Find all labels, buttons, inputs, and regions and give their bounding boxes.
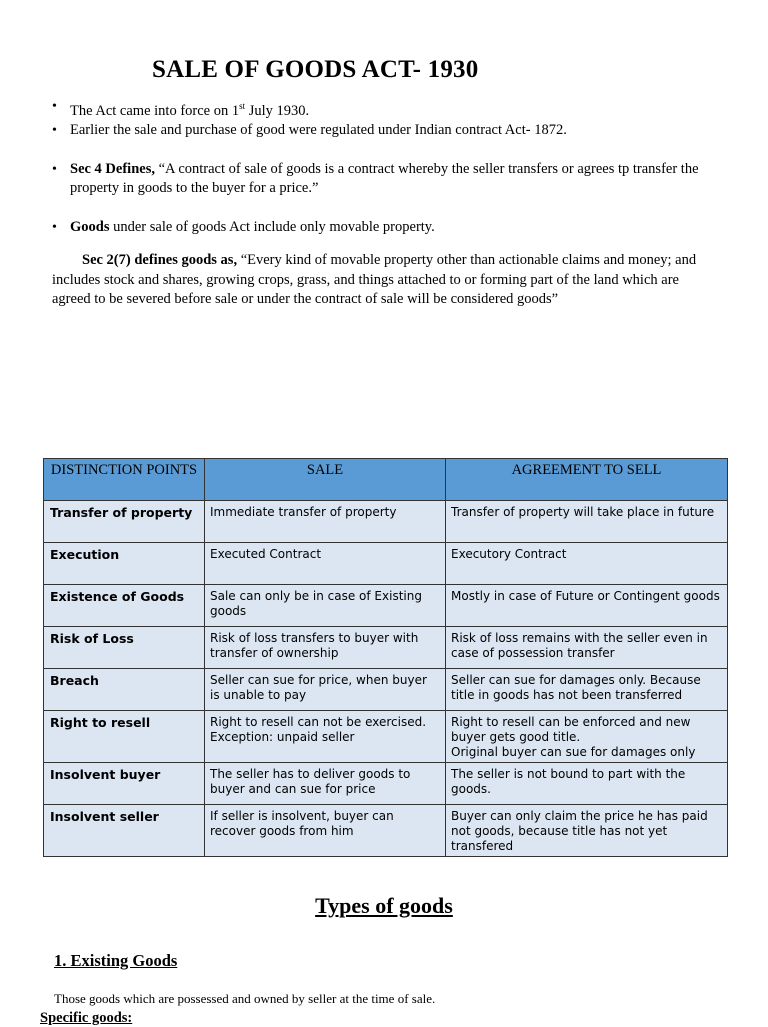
bullet-icon: • [52, 161, 57, 177]
table-row [44, 669, 728, 711]
agreement-cell: Mostly in case of Future or Contingent goods [446, 585, 728, 627]
table-header-cell: AGREEMENT TO SELL [446, 459, 728, 501]
distinction-point-cell: Execution [44, 543, 205, 585]
definition-text: “Every kind of movable property other than actionable claims and money; and includes stock and shares, growing crops, grass, and things attached to or forming part of the land which are agreed to be severed before sale or under the contract of sale will be considered goods” [52, 252, 697, 307]
intro-bullets [52, 97, 732, 237]
distinction-point-cell: Breach [44, 669, 205, 711]
sale-cell: Right to resell can not be exercised. Exception: unpaid seller [205, 711, 446, 763]
bullet-item-earlier-law [52, 121, 732, 141]
agreement-cell: Seller can sue for damages only. Because title in goods has not been transferred [446, 669, 728, 711]
distinction-table [43, 458, 728, 857]
bullet-superscript: st [239, 101, 246, 111]
bullet-text: The Act came into force on 1 [70, 102, 240, 119]
table-row [44, 805, 728, 857]
bullet-item-act-date [52, 97, 732, 121]
bullet-bold-text: Goods [70, 218, 110, 235]
agreement-cell: Risk of loss remains with the seller even in case of possession transfer [446, 627, 728, 669]
sale-cell: Executed Contract [205, 543, 446, 585]
definition-bold-text: Sec 2(7) defines goods as, [82, 252, 241, 268]
sale-cell: The seller has to deliver goods to buyer and can sue for price [205, 763, 446, 805]
bullet-text: July 1930. [245, 102, 310, 119]
bullet-icon: • [52, 99, 57, 114]
bullet-icon: • [52, 219, 57, 235]
agreement-cell: Buyer can only claim the price he has paid not goods, because title has not yet transfered [446, 805, 728, 857]
bullet-text: under sale of goods Act include only movable property. [109, 218, 435, 235]
bullet-icon: • [52, 123, 57, 139]
agreement-cell: Executory Contract [446, 543, 728, 585]
agreement-cell: Right to resell can be enforced and new buyer gets good title. Original buyer can sue for damages only [446, 711, 728, 763]
table-row [44, 627, 728, 669]
distinction-point-cell: Risk of Loss [44, 627, 205, 669]
sale-cell: Immediate transfer of property [205, 501, 446, 543]
distinction-point-cell: Existence of Goods [44, 585, 205, 627]
table-row [44, 763, 728, 805]
bullet-text: Earlier the sale and purchase of good were regulated under Indian contract Act- 1872. [70, 122, 567, 139]
existing-goods-text: Those goods which are possessed and owned by seller at the time of sale. [54, 991, 436, 1006]
section-heading [0, 893, 768, 919]
goods-definition-paragraph [52, 251, 720, 310]
sale-cell: If seller is insolvent, buyer can recover goods from him [205, 805, 446, 857]
sale-cell: Sale can only be in case of Existing goods [205, 585, 446, 627]
table-row [44, 711, 728, 763]
table-row [44, 585, 728, 627]
bullet-bold-text: Sec 4 Defines, [70, 160, 159, 177]
table-row [44, 501, 728, 543]
agreement-cell: Transfer of property will take place in future [446, 501, 728, 543]
document-title: SALE OF GOODS ACT- 1930 [152, 56, 479, 83]
bullet-item-sec4 [52, 160, 732, 199]
specific-goods-heading: Specific goods: [40, 1010, 133, 1026]
agreement-cell: The seller is not bound to part with the goods. [446, 763, 728, 805]
subsection-heading: 1. Existing Goods [54, 951, 178, 970]
bullet-text: “A contract of sale of goods is a contract whereby the seller transfers or agrees tp transfer the property in goods to the buyer for a price.” [70, 160, 699, 197]
sale-cell: Risk of loss transfers to buyer with transfer of ownership [205, 627, 446, 669]
bullet-item-goods [52, 218, 732, 238]
table-row [44, 543, 728, 585]
section-heading-text: Types of goods [315, 893, 453, 918]
distinction-point-cell: Transfer of property [44, 501, 205, 543]
table-header-row [44, 459, 728, 501]
sale-cell: Seller can sue for price, when buyer is unable to pay [205, 669, 446, 711]
distinction-point-cell: Insolvent seller [44, 805, 205, 857]
table-header-cell: DISTINCTION POINTS [44, 459, 205, 501]
distinction-point-cell: Right to resell [44, 711, 205, 763]
table-header-cell: SALE [205, 459, 446, 501]
distinction-point-cell: Insolvent buyer [44, 763, 205, 805]
